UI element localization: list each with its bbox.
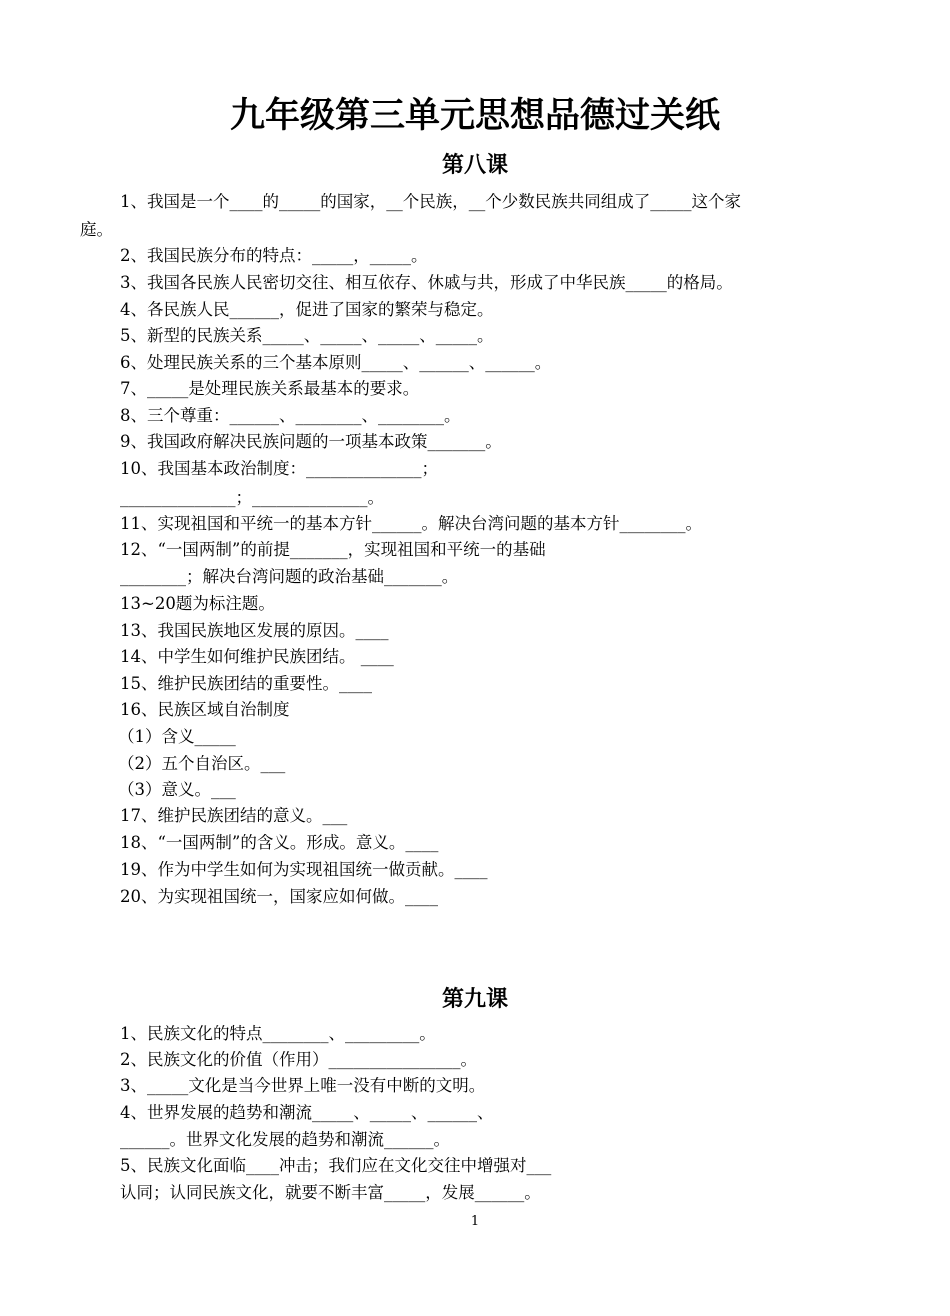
- question-line: （2）五个自治区。___: [118, 754, 286, 773]
- question-line: 庭。: [80, 220, 113, 239]
- question-line: ______________；______________。: [120, 488, 384, 507]
- question-line: 1、我国是一个____的_____的国家，__个民族，__个少数民族共同组成了_____这个家: [120, 192, 741, 211]
- question-line: 13~20题为标注题。: [120, 594, 275, 613]
- question-line: 15、维护民族团结的重要性。____: [120, 674, 372, 693]
- question-line: 4、世界发展的趋势和潮流_____、_____、______、: [120, 1103, 494, 1122]
- question-line: 5、民族文化面临____冲击；我们应在文化交往中增强对___: [120, 1156, 552, 1175]
- question-line: 4、各民族人民______，促进了国家的繁荣与稳定。: [120, 300, 494, 319]
- question-line: 3、我国各民族人民密切交往、相互依存、休戚与共，形成了中华民族_____的格局。: [120, 273, 733, 292]
- question-line: 13、我国民族地区发展的原因。____: [120, 621, 389, 640]
- question-line: （1）含义_____: [118, 727, 236, 746]
- question-line: 9、我国政府解决民族问题的一项基本政策_______。: [120, 432, 502, 451]
- question-line: 1、民族文化的特点________、_________。: [120, 1024, 436, 1043]
- question-line: 14、中学生如何维护民族团结。 ____: [120, 647, 394, 666]
- question-line: 11、实现祖国和平统一的基本方针______。解决台湾问题的基本方针________。: [120, 514, 702, 533]
- question-line: 7、_____是处理民族关系最基本的要求。: [120, 379, 420, 398]
- page-title: 九年级第三单元思想品德过关纸: [229, 96, 720, 136]
- question-line: 10、我国基本政治制度：______________；: [120, 459, 438, 478]
- question-line: 18、“一国两制”的含义。形成。意义。____: [120, 833, 439, 852]
- question-line: 6、处理民族关系的三个基本原则_____、______、______。: [120, 353, 552, 372]
- question-line: 2、民族文化的价值（作用）________________。: [120, 1050, 477, 1069]
- question-line: ________；解决台湾问题的政治基础_______。: [120, 567, 459, 586]
- question-line: 8、三个尊重：______、________、________。: [120, 406, 461, 425]
- question-line: 20、为实现祖国统一，国家应如何做。____: [120, 887, 438, 906]
- question-line: 认同；认同民族文化，就要不断丰富_____，发展______。: [120, 1183, 541, 1202]
- lesson-9-heading: 第九课: [441, 987, 508, 1012]
- question-line: 17、维护民族团结的意义。___: [120, 806, 348, 825]
- question-line: （3）意义。___: [118, 780, 236, 799]
- question-line: 2、我国民族分布的特点：_____，_____。: [120, 246, 428, 265]
- question-line: 19、作为中学生如何为实现祖国统一做贡献。____: [120, 860, 488, 879]
- lesson-8-heading: 第八课: [441, 153, 508, 178]
- question-line: 16、民族区域自治制度: [120, 700, 290, 719]
- page-number: 1: [470, 1214, 480, 1229]
- question-line: 5、新型的民族关系_____、_____、_____、_____。: [120, 326, 494, 345]
- question-line: 3、_____文化是当今世界上唯一没有中断的文明。: [120, 1076, 486, 1095]
- question-line: 12、“一国两制”的前提_______，实现祖国和平统一的基础: [120, 540, 546, 559]
- question-line: ______。世界文化发展的趋势和潮流______。: [120, 1130, 450, 1149]
